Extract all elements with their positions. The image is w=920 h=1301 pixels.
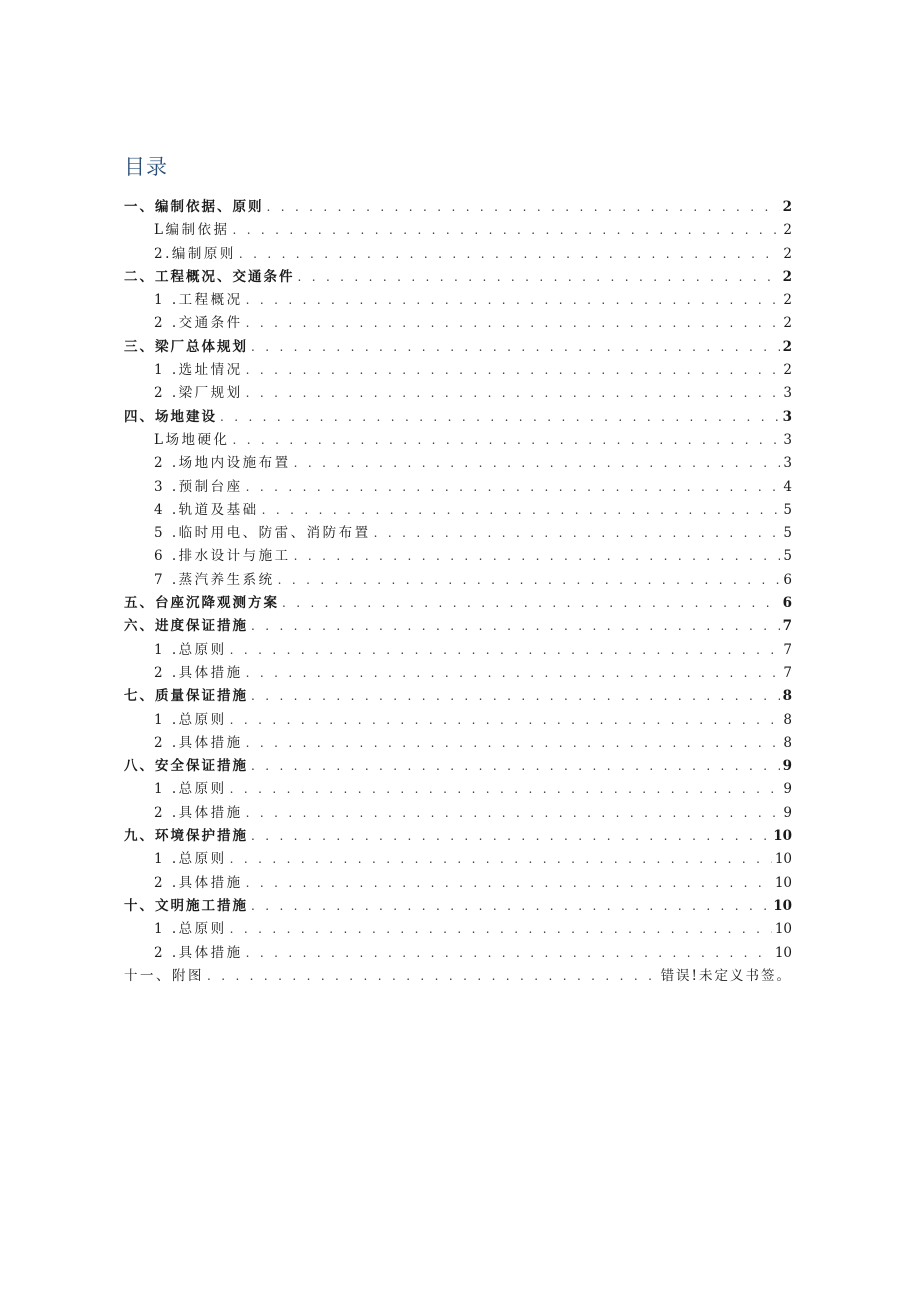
toc-dot-leader [239,243,781,266]
toc-dot-leader [230,709,781,732]
toc-entry-text: L编制依据 [154,222,230,239]
toc-section-entry[interactable] [124,592,792,615]
toc-dot-leader [294,545,781,568]
toc-subsection-entry[interactable] [124,359,792,382]
toc-entry-text: 七、质量保证措施 [124,688,248,705]
toc-section-entry[interactable] [124,895,792,918]
toc-list [124,196,792,988]
toc-dot-leader [246,942,772,965]
toc-subsection-entry[interactable] [124,848,792,871]
toc-dot-leader [246,662,781,685]
toc-subsection-entry[interactable] [124,778,792,801]
toc-subsection-entry[interactable] [124,382,792,405]
toc-entry-text: 四、场地建设 [124,408,217,425]
toc-subsection-entry[interactable] [124,802,792,825]
toc-dot-leader [262,499,781,522]
toc-entry-text: 2 .场地内设施布置 [154,455,291,472]
toc-entry-text: 2 .交通条件 [154,315,243,332]
toc-subsection-entry[interactable] [124,639,792,662]
toc-dot-leader [246,289,781,312]
toc-page-number: 6 [783,571,792,588]
toc-page-number: 2 [783,292,792,309]
toc-entry-text: 十、文明施工措施 [124,897,248,914]
toc-subsection-entry[interactable] [124,942,792,965]
toc-dot-leader [251,615,780,638]
toc-dot-leader [298,266,780,289]
toc-entry-text: 2 .梁厂规划 [154,385,243,402]
toc-dot-leader [230,639,781,662]
toc-subsection-entry[interactable] [124,732,792,755]
toc-dot-leader [251,336,780,359]
toc-page-number: 8 [782,688,792,705]
toc-subsection-entry[interactable] [124,429,792,452]
toc-entry-text: 2 .具体措施 [154,944,243,961]
toc-page-number: 6 [782,595,792,612]
toc-section-entry[interactable] [124,755,792,778]
toc-entry-text: 3 .预制台座 [154,478,243,495]
toc-subsection-entry[interactable] [124,872,792,895]
toc-subsection-entry[interactable] [124,499,792,522]
toc-dot-leader [232,429,780,452]
toc-entry-text: 2 .具体措施 [154,874,243,891]
toc-page-number: 5 [783,525,792,542]
toc-entry-text: 4 .轨道及基础 [154,501,259,518]
toc-page-number: 9 [783,781,792,798]
toc-entry-text: 五、台座沉降观测方案 [124,595,279,612]
toc-subsection-entry[interactable] [124,452,792,475]
toc-dot-leader [230,848,772,871]
toc-subsection-entry[interactable] [124,709,792,732]
toc-page-number: 3 [782,408,792,425]
toc-subsection-entry[interactable] [124,662,792,685]
toc-entry-text: 1 .工程概况 [154,292,243,309]
toc-entry-text: 一、编制依据、原则 [124,199,264,215]
toc-entry-text: 1 .总原则 [154,711,227,728]
toc-section-entry[interactable] [124,336,792,359]
toc-entry-text: 1 .选址情况 [154,362,243,379]
toc-subsection-entry[interactable] [124,219,792,242]
toc-entry-text: 1 .总原则 [154,641,227,658]
toc-dot-leader [374,522,781,545]
toc-dot-leader [267,196,780,219]
toc-page-number: 2 [783,222,792,239]
toc-page-number: 5 [783,501,792,518]
toc-entry-text: 九、环境保护措施 [124,828,248,845]
toc-dot-leader [251,755,780,778]
toc-section-entry[interactable] [124,965,792,988]
toc-page-number: 10 [774,944,792,961]
toc-page-number: 10 [774,874,792,891]
toc-entry-text: 2.编制原则 [154,245,236,262]
toc-page-number: 错误!未定义书签。 [660,967,792,984]
toc-entry-text: 1 .总原则 [154,781,227,798]
toc-dot-leader [251,895,770,918]
toc-entry-text: L场地硬化 [154,431,230,448]
toc-subsection-entry[interactable] [124,545,792,568]
toc-subsection-entry[interactable] [124,289,792,312]
toc-entry-text: 八、安全保证措施 [124,758,248,775]
toc-section-entry[interactable] [124,825,792,848]
toc-dot-leader [220,406,780,429]
toc-entry-text: 7 .蒸汽养生系统 [154,571,275,588]
toc-page-number: 8 [783,711,792,728]
toc-title: 目录 [124,155,168,179]
toc-page-number: 2 [782,199,792,215]
toc-dot-leader [246,802,781,825]
toc-entry-text: 1 .总原则 [154,851,227,868]
toc-dot-leader [230,778,781,801]
toc-page-number: 3 [783,385,792,402]
toc-page-number: 9 [783,804,792,821]
toc-dot-leader [246,382,781,405]
toc-page-number: 2 [782,338,792,355]
toc-section-entry[interactable] [124,196,792,219]
toc-entry-text: 2 .具体措施 [154,664,243,681]
toc-page-number: 10 [773,897,792,914]
toc-entry-text: 十一、附图 [124,967,204,984]
toc-entry-text: 2 .具体措施 [154,804,243,821]
toc-subsection-entry[interactable] [124,312,792,335]
toc-subsection-entry[interactable] [124,918,792,941]
toc-section-entry[interactable] [124,685,792,708]
toc-page-number: 9 [782,758,792,775]
toc-dot-leader [294,452,781,475]
toc-dot-leader [207,965,658,988]
toc-subsection-entry[interactable] [124,476,792,499]
toc-dot-leader [246,359,781,382]
toc-dot-leader [232,219,780,242]
toc-dot-leader [230,918,772,941]
toc-dot-leader [246,312,781,335]
toc-section-entry[interactable] [124,406,792,429]
toc-dot-leader [246,732,781,755]
toc-subsection-entry[interactable] [124,522,792,545]
toc-entry-text: 2 .具体措施 [154,734,243,751]
toc-dot-leader [278,569,781,592]
toc-dot-leader [282,592,780,615]
toc-page-number: 2 [782,268,792,285]
toc-page-number: 10 [773,828,792,845]
toc-page-number: 7 [782,618,792,635]
toc-page-number: 2 [783,362,792,379]
toc-page-number: 7 [783,664,792,681]
toc-entry-text: 6 .排水设计与施工 [154,548,291,565]
toc-subsection-entry[interactable] [124,243,792,266]
toc-page-number: 10 [774,851,792,868]
toc-page-number: 3 [783,431,792,448]
toc-dot-leader [246,872,772,895]
toc-page-number: 10 [774,921,792,938]
toc-dot-leader [251,825,770,848]
toc-section-entry[interactable] [124,266,792,289]
toc-entry-text: 二、工程概况、交通条件 [124,268,295,285]
toc-entry-text: 5 .临时用电、防雷、消防布置 [154,525,371,542]
toc-subsection-entry[interactable] [124,569,792,592]
toc-page-number: 2 [783,315,792,332]
toc-page-number: 3 [783,455,792,472]
toc-dot-leader [246,476,781,499]
toc-page-number: 2 [783,245,792,262]
toc-page-number: 7 [783,641,792,658]
toc-section-entry[interactable] [124,615,792,638]
toc-dot-leader [251,685,780,708]
toc-page-number: 5 [783,548,792,565]
toc-page-number: 8 [783,734,792,751]
toc-entry-text: 六、进度保证措施 [124,618,248,635]
toc-page-number: 4 [783,478,792,495]
toc-entry-text: 三、梁厂总体规划 [124,338,248,355]
toc-entry-text: 1 .总原则 [154,921,227,938]
